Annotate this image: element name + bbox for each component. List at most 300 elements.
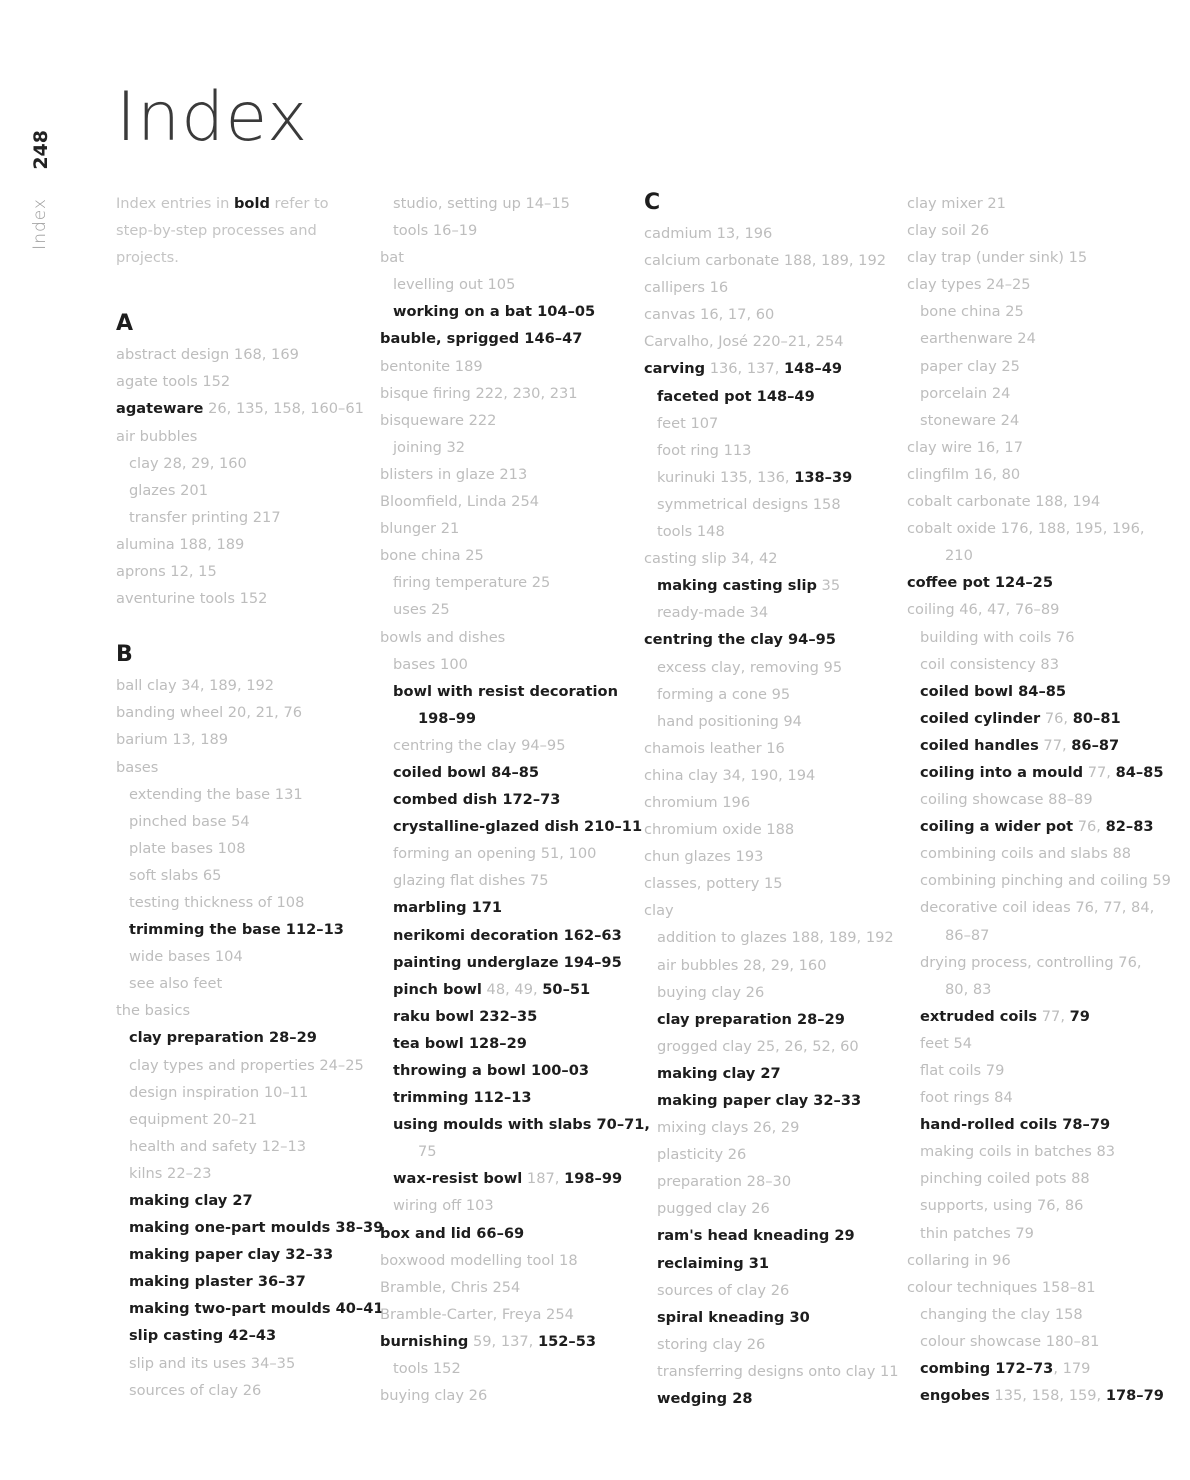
index-subentry	[116, 504, 372, 531]
entry-text-bold: nerikomi decoration 162–63	[393, 926, 622, 944]
entry-text: making coils in batches 83	[920, 1143, 1116, 1161]
entry-text: boxwood modelling tool 18	[380, 1251, 578, 1269]
entry-text: 59, 137,	[468, 1332, 538, 1350]
entry-text-bold: 80–81	[1072, 709, 1121, 727]
index-subentry	[644, 1304, 900, 1331]
index-entry	[116, 531, 372, 558]
entry-text: china clay 34, 190, 194	[644, 766, 816, 784]
entry-text: soft slabs 65	[129, 866, 222, 884]
index-subentry	[380, 894, 636, 921]
index-entry	[116, 368, 372, 395]
index-subentry	[907, 1220, 1163, 1247]
entry-text: building with coils 76	[920, 628, 1075, 646]
index-entry	[380, 407, 636, 434]
index-entry	[644, 735, 900, 762]
entry-text-bold: 138–39	[794, 468, 853, 486]
index-subentry	[907, 786, 1163, 813]
entry-text-bold: centring the clay 94–95	[644, 631, 836, 649]
entry-text: transfer printing 217	[129, 508, 281, 526]
index-entry	[644, 870, 900, 897]
index-entry	[116, 558, 372, 585]
index-entry	[907, 488, 1163, 515]
entry-text: 80, 83	[945, 980, 992, 998]
entry-text-bold: pinch bowl	[393, 980, 482, 998]
index-subentry	[116, 835, 372, 862]
entry-text-bold: hand-rolled coils 78–79	[920, 1116, 1111, 1134]
index-subentry	[907, 1192, 1163, 1219]
entry-text-bold: trimming 112–13	[393, 1089, 532, 1107]
index-subentry	[380, 434, 636, 461]
index-entry	[907, 1274, 1163, 1301]
index-entry	[907, 271, 1163, 298]
entry-text: clay	[644, 902, 674, 920]
entry-text-bold: coiled bowl 84–85	[920, 682, 1067, 700]
entry-text-bold: combed dish 172–73	[393, 791, 561, 809]
entry-text: classes, pottery 15	[644, 875, 783, 893]
index-subentry	[644, 599, 900, 626]
index-subentry	[116, 1160, 372, 1187]
index-subentry	[907, 813, 1163, 840]
running-head	[30, 120, 64, 270]
entry-text: clay types 24–25	[907, 276, 1031, 294]
entry-text: 187,	[522, 1170, 565, 1188]
index-entry	[380, 542, 636, 569]
index-entry	[116, 699, 372, 726]
entry-text: buying clay 26	[380, 1387, 488, 1405]
index-subentry	[380, 1057, 636, 1084]
entry-text-bold: 148–49	[783, 360, 843, 378]
entry-text: callipers 16	[644, 279, 729, 297]
index-entry	[644, 789, 900, 816]
entry-text: ready-made 34	[657, 604, 769, 622]
entry-text: foot rings 84	[920, 1089, 1013, 1107]
index-subentry	[380, 949, 636, 976]
entry-text: equipment 20–21	[129, 1110, 258, 1128]
index-subentry	[644, 1250, 900, 1277]
entry-text-bold: slip casting 42–43	[129, 1327, 277, 1345]
index-subentry	[907, 922, 1163, 949]
entry-text: thin patches 79	[920, 1224, 1034, 1242]
entry-text: clay 28, 29, 160	[129, 454, 247, 472]
entry-text-bold: coiling a wider pot	[920, 818, 1074, 836]
index-subentry	[116, 1295, 384, 1322]
index-subentry	[380, 759, 636, 786]
entry-text: glazes 201	[129, 481, 208, 499]
entry-text-bold: A	[116, 311, 134, 337]
entry-text: the basics	[116, 1002, 191, 1020]
entry-text: storing clay 26	[657, 1335, 766, 1353]
entry-text-bold: coffee pot 124–25	[907, 574, 1053, 592]
entry-text: 86–87	[945, 926, 990, 944]
index-subentry	[116, 943, 372, 970]
entry-text-bold: 84–85	[1115, 763, 1164, 781]
entry-text: 35	[816, 577, 841, 595]
index-subentry	[116, 808, 372, 835]
index-subentry	[644, 681, 900, 708]
entry-text: 76,	[1073, 818, 1106, 836]
index-subentry	[380, 271, 636, 298]
entry-text: clay mixer 21	[907, 195, 1006, 212]
entry-text: 75	[418, 1143, 437, 1161]
index-subentry	[907, 1111, 1163, 1138]
entry-text-bold: making one-part moulds 38–39	[129, 1219, 384, 1237]
index-subentry	[644, 1277, 900, 1304]
entry-text-bold: making clay 27	[129, 1192, 253, 1209]
entry-text: chromium oxide 188	[644, 821, 795, 839]
entry-text: canvas 16, 17, 60	[644, 306, 775, 324]
index-entry	[116, 997, 372, 1024]
entry-text: 77,	[1083, 763, 1116, 781]
entry-text: aventurine tools 152	[116, 590, 268, 608]
entry-text: tools 148	[657, 523, 725, 541]
index-subentry	[907, 298, 1163, 325]
entry-text: bowls and dishes	[380, 628, 506, 646]
entry-text: ball clay 34, 189, 192	[116, 677, 275, 695]
entry-text-bold: painting underglaze 194–95	[393, 953, 622, 971]
index-entry	[116, 585, 372, 612]
index-subentry	[907, 325, 1163, 352]
index-entry	[644, 355, 900, 382]
index-subentry	[644, 383, 900, 410]
index-entry	[380, 488, 636, 515]
index-entry	[644, 762, 900, 789]
index-subentry	[380, 786, 636, 813]
entry-text: preparation 28–30	[657, 1173, 792, 1191]
entry-text: see also feet	[129, 975, 223, 993]
entry-text: addition to glazes 188, 189, 192	[657, 929, 894, 947]
entry-text: combining pinching and coiling 59	[920, 872, 1171, 890]
index-entry	[116, 395, 372, 422]
index-subentry	[644, 1358, 900, 1385]
index-subentry	[116, 1079, 372, 1106]
index-subentry	[380, 678, 636, 705]
index-subentry	[644, 979, 900, 1006]
index-entry	[116, 726, 372, 753]
entry-text: Carvalho, José 220–21, 254	[644, 333, 844, 351]
entry-text: uses 25	[393, 601, 450, 619]
index-subentry	[644, 1060, 900, 1087]
index-entry	[644, 220, 900, 247]
entry-text: abstract design 168, 169	[116, 346, 299, 364]
index-subentry	[907, 542, 1163, 569]
index-entry	[644, 545, 900, 572]
entry-text-bold: 198–99	[564, 1170, 623, 1188]
index-entry	[116, 341, 372, 368]
entry-text-bold: using moulds with slabs 70–71,	[393, 1116, 650, 1134]
index-subentry	[907, 1138, 1163, 1165]
entry-text-bold: 152–53	[537, 1332, 597, 1350]
index-entry	[907, 434, 1163, 461]
entry-text: bone china 25	[380, 547, 484, 565]
entry-text: bisque firing 222, 230, 231	[380, 384, 578, 402]
entry-text-bold: box and lid 66–69	[380, 1224, 525, 1242]
index-subentry	[907, 1003, 1163, 1030]
entry-text: clay trap (under sink) 15	[907, 249, 1088, 267]
index-entry	[380, 1328, 636, 1355]
entry-text: Bramble-Carter, Freya 254	[380, 1305, 574, 1323]
entry-text: cobalt carbonate 188, 194	[907, 493, 1101, 511]
entry-text: supports, using 76, 86	[920, 1197, 1084, 1215]
entry-text: grogged clay 25, 26, 52, 60	[657, 1037, 859, 1055]
index-entry	[380, 515, 636, 542]
index-subentry	[644, 1195, 900, 1222]
entry-text: coiling showcase 88–89	[920, 791, 1093, 809]
entry-text: kurinuki 135, 136,	[657, 468, 795, 486]
index-subentry	[644, 437, 900, 464]
entry-text: sources of clay 26	[129, 1381, 262, 1399]
entry-text: decorative coil ideas 76, 77, 84,	[920, 899, 1155, 917]
index-subentry	[380, 1138, 636, 1165]
entry-text: kilns 22–23	[129, 1164, 212, 1182]
entry-text: forming a cone 95	[657, 685, 791, 703]
entry-text: chun glazes 193	[644, 848, 764, 866]
entry-text: coiling 46, 47, 76–89	[907, 601, 1060, 619]
entry-text: 26, 135, 158, 160–61	[203, 400, 364, 418]
index-subentry	[380, 1003, 636, 1030]
entry-text: foot ring 113	[657, 441, 752, 459]
index-subentry	[116, 1322, 372, 1349]
entry-text: colour showcase 180–81	[920, 1332, 1100, 1350]
index-entry	[380, 353, 636, 380]
entry-text-bold: making paper clay 32–33	[129, 1246, 334, 1264]
index-letter-heading	[644, 190, 900, 216]
index-subentry	[380, 840, 636, 867]
entry-text: wiring off 103	[393, 1197, 494, 1215]
index-subentry	[907, 1382, 1163, 1409]
index-subentry	[116, 862, 372, 889]
entry-text: bases 100	[393, 655, 468, 673]
index-subentry	[380, 569, 636, 596]
entry-text: design inspiration 10–11	[129, 1083, 309, 1101]
entry-text-bold: combing 172–73	[920, 1360, 1054, 1378]
index-subentry	[116, 477, 372, 504]
entry-text: casting slip 34, 42	[644, 550, 778, 568]
index-subentry	[380, 217, 636, 244]
entry-text: clay soil 26	[907, 222, 990, 240]
index-subentry	[907, 624, 1163, 651]
entry-text: 76,	[1040, 709, 1073, 727]
index-subentry	[116, 1187, 372, 1214]
index-subentry	[907, 353, 1163, 380]
index-subentry	[907, 380, 1163, 407]
page-number: 248	[30, 130, 52, 170]
index-entry	[907, 244, 1163, 271]
entry-text-bold: trimming the base 112–13	[129, 921, 344, 939]
entry-text: Bloomfield, Linda 254	[380, 493, 540, 511]
entry-text: 135, 158, 159,	[989, 1387, 1106, 1405]
entry-text-bold: bold	[233, 195, 270, 212]
index-subentry	[907, 1030, 1163, 1057]
entry-text: feet 54	[920, 1034, 973, 1052]
entry-text: combining coils and slabs 88	[920, 845, 1132, 863]
entry-text: sources of clay 26	[657, 1281, 790, 1299]
entry-text-bold: 198–99	[418, 709, 477, 727]
index-subentry	[907, 1355, 1163, 1382]
entry-text: transferring designs onto clay 11	[657, 1362, 899, 1380]
index-subentry	[380, 867, 636, 894]
entry-text: colour techniques 158–81	[907, 1278, 1096, 1296]
entry-text: bases	[116, 758, 159, 776]
index-entry	[644, 626, 900, 653]
index-entry	[380, 1220, 636, 1247]
index-column-4	[907, 190, 1171, 1409]
entry-text: 77,	[1038, 736, 1072, 754]
index-entry	[644, 274, 900, 301]
entry-text: symmetrical designs 158	[657, 495, 841, 513]
index-letter-heading	[116, 311, 372, 337]
index-subentry	[380, 190, 636, 217]
index-subentry	[907, 867, 1171, 894]
entry-text: feet 107	[657, 414, 719, 432]
entry-text: pinched base 54	[129, 812, 250, 830]
index-subentry	[380, 651, 636, 678]
index-entry	[907, 515, 1163, 542]
entry-text-bold: spiral kneading 30	[657, 1308, 810, 1326]
index-subentry	[644, 518, 900, 545]
entry-text: Bramble, Chris 254	[380, 1278, 521, 1296]
index-subentry	[644, 952, 900, 979]
index-entry	[380, 1247, 636, 1274]
index-entry	[380, 1274, 636, 1301]
entry-text-bold: carving	[644, 360, 706, 378]
entry-text: 136, 137,	[705, 360, 784, 378]
entry-text: health and safety 12–13	[129, 1137, 307, 1155]
entry-text: clay types and properties 24–25	[129, 1056, 364, 1074]
index-entry	[380, 461, 636, 488]
entry-text: clay wire 16, 17	[907, 438, 1024, 456]
index-entry	[907, 461, 1163, 488]
entry-text: drying process, controlling 76,	[920, 953, 1142, 971]
entry-text: chromium 196	[644, 793, 751, 811]
index-subentry	[116, 781, 372, 808]
entry-text-bold: making paper clay 32–33	[657, 1092, 862, 1109]
entry-text-bold: wax-resist bowl	[393, 1170, 523, 1188]
index-subentry	[907, 651, 1163, 678]
index-subentry	[644, 1033, 900, 1060]
index-subentry	[380, 596, 636, 623]
entry-text-bold: burnishing	[380, 1332, 469, 1350]
index-entry	[907, 596, 1163, 623]
index-subentry	[116, 1133, 372, 1160]
entry-text-bold: clay preparation 28–29	[657, 1010, 845, 1028]
index-subentry	[116, 1241, 372, 1268]
entry-text: blunger 21	[380, 520, 460, 538]
index-column-2	[380, 190, 650, 1409]
entry-text-bold: coiled cylinder	[920, 709, 1041, 727]
entry-text: clingfilm 16, 80	[907, 465, 1021, 483]
index-subentry	[907, 894, 1163, 921]
index-subentry	[644, 708, 900, 735]
index-entry	[380, 624, 636, 651]
index-subentry	[380, 705, 636, 732]
index-subentry	[907, 840, 1163, 867]
index-subentry	[644, 1222, 900, 1249]
entry-text: chamois leather 16	[644, 739, 785, 757]
entry-text-bold: working on a bat 104–05	[393, 303, 596, 321]
index-entry	[380, 380, 636, 407]
entry-text: mixing clays 26, 29	[657, 1119, 800, 1137]
index-entry	[644, 843, 900, 870]
index-subentry	[907, 732, 1163, 759]
entry-text-bold: 86–87	[1071, 736, 1120, 754]
index-subentry	[644, 572, 900, 599]
index-subentry	[644, 1087, 900, 1114]
entry-text-bold: agateware	[116, 400, 204, 418]
entry-text-bold: wedging 28	[657, 1390, 753, 1408]
entry-text: tools 152	[393, 1360, 461, 1378]
entry-text: levelling out 105	[393, 276, 516, 294]
index-entry	[116, 672, 372, 699]
entry-text: 77,	[1037, 1007, 1070, 1025]
index-subentry	[644, 924, 900, 951]
index-subentry	[644, 1331, 900, 1358]
index-subentry	[644, 410, 900, 437]
index-subentry	[116, 889, 372, 916]
entry-text: extending the base 131	[129, 785, 303, 803]
index-subentry	[644, 1168, 900, 1195]
index-entry	[907, 569, 1163, 596]
index-entry	[116, 423, 372, 450]
entry-text-bold: reclaiming 31	[657, 1254, 770, 1272]
entry-text-bold: faceted pot 148–49	[657, 387, 815, 405]
entry-text: pinching coiled pots 88	[920, 1170, 1090, 1188]
entry-text: barium 13, 189	[116, 731, 229, 749]
index-subentry	[116, 1350, 372, 1377]
entry-text: slip and its uses 34–35	[129, 1354, 296, 1372]
index-entry	[907, 217, 1163, 244]
entry-text: banding wheel 20, 21, 76	[116, 704, 303, 722]
entry-text-bold: 79	[1069, 1007, 1090, 1025]
entry-text-bold: engobes	[920, 1387, 990, 1405]
entry-text: porcelain 24	[920, 384, 1011, 402]
entry-text: stoneware 24	[920, 411, 1020, 429]
index-subentry	[116, 1052, 372, 1079]
index-subentry	[380, 1355, 636, 1382]
index-subentry	[907, 949, 1163, 976]
index-subentry	[380, 1111, 650, 1138]
entry-text: firing temperature 25	[393, 574, 551, 592]
index-entry	[644, 816, 900, 843]
index-letter-heading	[116, 642, 372, 668]
entry-text: blisters in glaze 213	[380, 465, 528, 483]
entry-text: joining 32	[393, 438, 466, 456]
entry-text-bold: marbling 171	[393, 899, 503, 917]
entry-text-bold: 82–83	[1105, 818, 1154, 836]
index-subentry	[907, 759, 1163, 786]
index-entry	[380, 1382, 636, 1409]
entry-text: air bubbles	[116, 427, 198, 445]
index-entry	[644, 897, 900, 924]
entry-text-bold: ram's head kneading 29	[657, 1227, 855, 1245]
entry-text: 210	[945, 547, 973, 565]
entry-text: tools 16–19	[393, 222, 478, 240]
entry-text: cadmium 13, 196	[644, 225, 773, 242]
index-subentry	[644, 1141, 900, 1168]
entry-text: 48, 49,	[481, 980, 543, 998]
entry-text: bat	[380, 249, 404, 267]
entry-text: pugged clay 26	[657, 1200, 770, 1218]
index-subentry	[907, 976, 1163, 1003]
index-subentry	[380, 976, 636, 1003]
index-entry	[644, 247, 900, 274]
index-subentry	[907, 407, 1163, 434]
index-subentry	[380, 813, 643, 840]
index-subentry	[644, 464, 900, 491]
entry-text-bold: extruded coils	[920, 1007, 1038, 1025]
entry-text: studio, setting up 14–15	[393, 195, 570, 212]
index-subentry	[644, 1114, 900, 1141]
entry-text: testing thickness of 108	[129, 893, 305, 911]
